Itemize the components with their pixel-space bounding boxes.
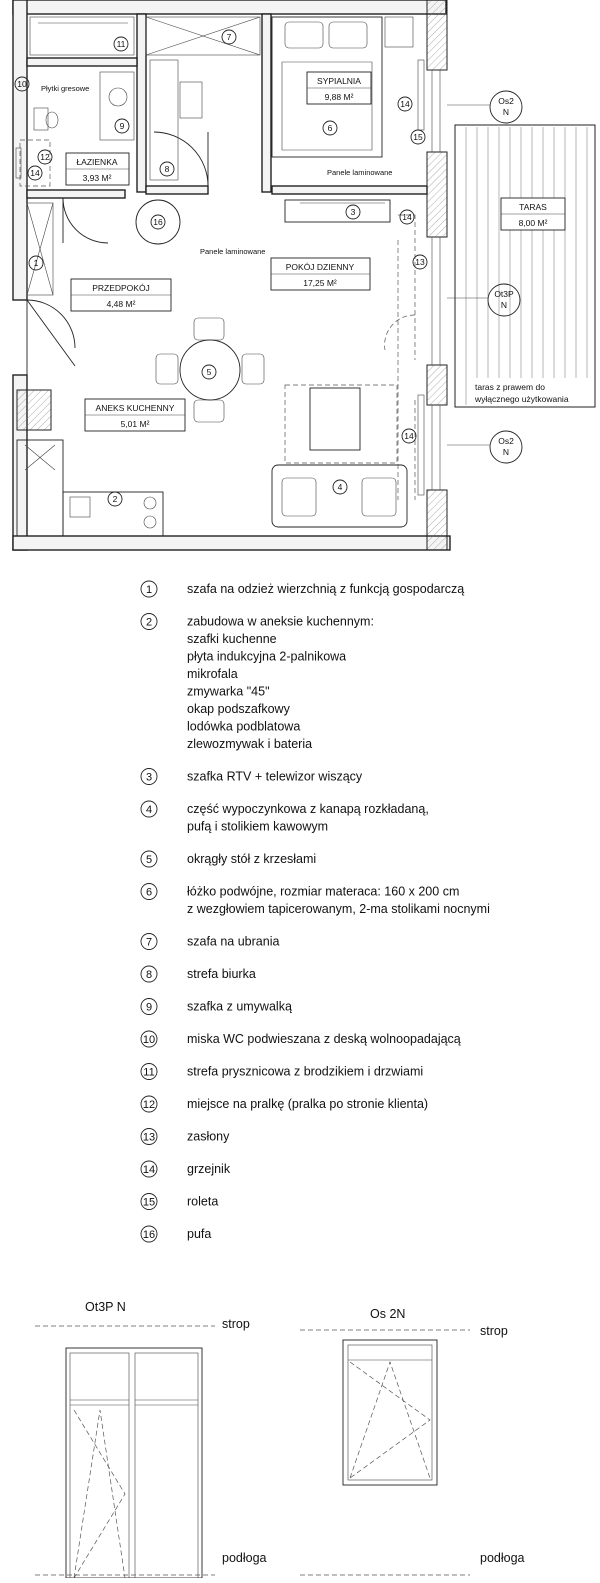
tilt-turn-symbol <box>74 1410 125 1578</box>
legend-text: grzejnik <box>187 1162 231 1176</box>
legend-text: z wezgłowiem tapicerowanym, 2-ma stolikami nocnymi <box>187 902 490 916</box>
legend-number: 1 <box>145 584 153 596</box>
marker-14: 14 <box>402 212 412 222</box>
floor-note-tiles: Płytki gresowe <box>41 84 90 93</box>
bathroom-south-wall <box>27 190 125 198</box>
legend-number: 15 <box>142 1196 156 1209</box>
floor-plan <box>13 0 595 550</box>
legend-number: 9 <box>145 1001 153 1014</box>
east-wall-segment-4 <box>427 490 447 550</box>
elevation-title: Os 2N <box>370 1307 406 1321</box>
marker-1: 1 <box>33 258 39 268</box>
legend-text: zmywarka "45" <box>187 684 270 699</box>
legend-text: roleta <box>187 1194 219 1209</box>
marker-6: 6 <box>327 123 333 133</box>
ceiling-label: strop <box>480 1324 508 1338</box>
elevation-ot3p <box>35 1300 267 1578</box>
legend-number: 14 <box>142 1164 156 1176</box>
room-name: POKÓJ DZIENNY <box>285 262 355 272</box>
legend-text: łóżko podwójne, rozmiar materaca: 160 x 200 cm <box>187 884 460 899</box>
elevation-os2n <box>300 1307 525 1575</box>
legend-text: szafka z umywalką <box>187 999 292 1014</box>
ceiling-label: strop <box>222 1317 250 1331</box>
marker-15: 15 <box>413 132 423 142</box>
bathroom-door-swing <box>63 198 108 243</box>
legend-text: pufa <box>187 1227 212 1241</box>
terrace <box>455 125 595 407</box>
marker-3: 3 <box>350 207 356 217</box>
legend-text: strefa biurka <box>187 967 256 981</box>
marker-10: 10 <box>17 79 27 89</box>
marker-11: 11 <box>116 39 126 49</box>
legend-number: 4 <box>145 804 153 816</box>
legend-text: okap podszafkowy <box>187 702 290 716</box>
room-name: TARAS <box>519 202 547 212</box>
radiator-living <box>418 395 424 495</box>
legend-text: mikrofala <box>187 667 238 681</box>
nightstand <box>385 17 413 47</box>
room-area: 9,88 M² <box>324 92 354 102</box>
marker-4: 4 <box>337 482 343 492</box>
legend-text: część wypoczynkowa z kanapą rozkładaną, <box>187 802 429 816</box>
legend-text: zabudowa w aneksie kuchennym: <box>187 614 374 629</box>
window-tag-text: N <box>500 300 508 310</box>
room-name: ŁAZIENKA <box>76 157 118 167</box>
room-area: 5,01 M² <box>120 419 150 429</box>
room-area: 17,25 M² <box>303 278 337 288</box>
desk-zone <box>150 60 178 180</box>
bathroom-east-wall <box>137 14 146 192</box>
radiator-bedroom <box>418 60 424 130</box>
shower-partition <box>27 58 137 66</box>
north-wall <box>13 0 446 14</box>
room-area: 4,48 M² <box>106 299 136 309</box>
legend-text: pufą i stolikiem kawowym <box>187 819 329 834</box>
tilt-turn-symbol <box>350 1362 430 1478</box>
legend-number: 11 <box>143 1066 155 1079</box>
room-area: 3,93 M² <box>82 173 112 183</box>
rug <box>285 385 397 463</box>
window-tag-text: N <box>502 447 510 457</box>
door-frame <box>66 1348 202 1578</box>
marker-8: 8 <box>164 164 170 174</box>
window-tag-text: N <box>502 107 510 117</box>
south-wall <box>13 536 450 550</box>
marker-16: 16 <box>153 217 163 227</box>
marker-14: 14 <box>30 168 40 178</box>
legend-number: 5 <box>145 854 153 866</box>
window-tag-text: Os2 <box>498 436 514 446</box>
legend <box>141 581 490 1242</box>
window-tag-text: Ot3P <box>494 289 514 299</box>
bedroom-west-wall <box>262 14 271 192</box>
legend-text: lodówka podblatowa <box>187 719 301 734</box>
floor-note-panels: Panele laminowane <box>327 168 393 177</box>
legend-text: miska WC podwieszana z deską wolnoopadającą <box>187 1032 461 1046</box>
room-area: 8,00 M² <box>518 218 548 228</box>
legend-number: 13 <box>142 1131 156 1144</box>
marker-14: 14 <box>404 431 414 441</box>
legend-text: płyta indukcyjna 2-palnikowa <box>187 649 347 664</box>
legend-text: miejsce na pralkę (pralka po stronie klienta) <box>187 1097 429 1111</box>
legend-text: strefa prysznicowa z brodzikiem i drzwiami <box>187 1064 424 1079</box>
legend-number: 2 <box>145 616 153 629</box>
curtains <box>398 215 415 500</box>
legend-number: 3 <box>145 771 153 784</box>
terrace-note: wyłącznego użytkowania <box>475 394 569 404</box>
floor-label: podłoga <box>222 1551 267 1565</box>
elevation-title: Ot3P N <box>85 1300 126 1314</box>
legend-number: 10 <box>142 1034 156 1046</box>
west-wall-upper <box>13 0 27 300</box>
entrance-door-swing <box>27 300 75 348</box>
floor-label: podłoga <box>480 1551 525 1565</box>
sofa <box>272 465 407 527</box>
legend-text: zasłony <box>187 1129 230 1144</box>
east-wall-segment-1 <box>427 0 447 70</box>
marker-14: 14 <box>400 99 410 109</box>
bedroom-south-wall <box>272 186 427 194</box>
hall-partition <box>146 186 208 194</box>
room-name: ANEKS KUCHENNY <box>95 403 175 413</box>
legend-text: szafka RTV + telewizor wiszący <box>187 769 363 784</box>
legend-number: 12 <box>142 1099 156 1111</box>
room-name: SYPIALNIA <box>317 76 361 86</box>
terrace-note: taras z prawem do <box>475 382 545 392</box>
marker-9: 9 <box>119 121 125 131</box>
marker-13: 13 <box>415 257 425 267</box>
east-glazing <box>432 70 440 490</box>
legend-number: 16 <box>142 1229 156 1241</box>
marker-5: 5 <box>206 367 212 377</box>
kitchen-column <box>17 390 51 430</box>
east-wall-segment-2 <box>427 152 447 237</box>
bedroom-door-swing <box>154 132 208 186</box>
east-wall-segment-3 <box>427 365 447 405</box>
legend-text: zlewozmywak i bateria <box>187 737 313 751</box>
legend-number: 8 <box>145 969 153 981</box>
legend-text: szafa na ubrania <box>187 934 280 949</box>
room-name: PRZEDPOKÓJ <box>92 283 150 293</box>
entrance-door-leaf <box>27 300 75 366</box>
legend-text: okrągły stół z krzesłami <box>187 852 317 866</box>
legend-number: 7 <box>145 936 153 949</box>
legend-text: szafa na odzież wierzchnią z funkcją gospodarczą <box>187 582 465 596</box>
floor-note-panels: Panele laminowane <box>200 247 266 256</box>
window-tag-text: Os2 <box>498 96 514 106</box>
marker-12: 12 <box>40 152 50 162</box>
coffee-table <box>310 388 360 450</box>
marker-2: 2 <box>112 494 118 504</box>
legend-text: szafki kuchenne <box>187 632 277 646</box>
marker-7: 7 <box>226 32 232 42</box>
legend-number: 6 <box>145 886 153 899</box>
